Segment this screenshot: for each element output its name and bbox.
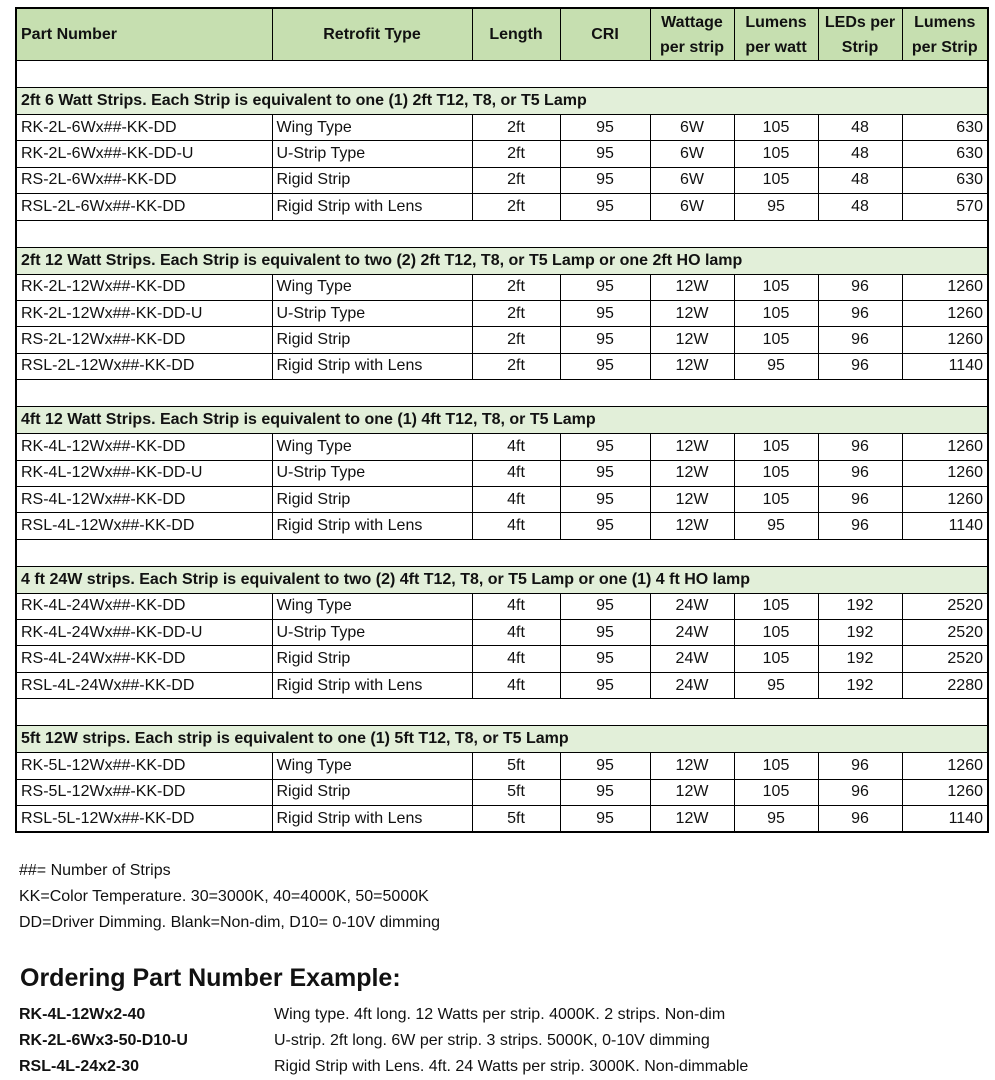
section-title: 2ft 12 Watt Strips. Each Strip is equivalent to two (2) 2ft T12, T8, or T5 Lamp or one 2ft HO lamp: [16, 247, 988, 274]
table-row: [16, 620, 988, 646]
cri-cell: 95: [560, 353, 650, 379]
retrofit-type-cell: Rigid Strip with Lens: [272, 513, 472, 539]
lumens-per-watt-cell: 95: [734, 672, 818, 698]
length-cell: 2ft: [472, 274, 560, 300]
leds-per-strip-cell: 192: [818, 646, 902, 672]
lumens-per-watt-cell: 95: [734, 353, 818, 379]
table-row: [16, 513, 988, 539]
lumens-per-strip-cell: 1260: [902, 327, 988, 353]
examples-list: [19, 1002, 748, 1080]
retrofit-type-cell: Rigid Strip with Lens: [272, 353, 472, 379]
table-row: [16, 779, 988, 805]
length-cell: 4ft: [472, 646, 560, 672]
lumens-per-strip-cell: 2280: [902, 672, 988, 698]
spacer-cell: [16, 220, 988, 247]
leds-per-strip-cell: 192: [818, 620, 902, 646]
lumens-per-watt-cell: 105: [734, 620, 818, 646]
retrofit-type-cell: U-Strip Type: [272, 141, 472, 167]
example-part-number: RK-4L-12Wx2-40: [19, 1006, 146, 1023]
lumens-per-strip-cell: 1260: [902, 300, 988, 326]
lumens-per-strip-cell: 1260: [902, 779, 988, 805]
header-lumens-per-watt: Lumens per watt: [734, 8, 818, 61]
cri-cell: 95: [560, 779, 650, 805]
retrofit-type-cell: Wing Type: [272, 753, 472, 779]
wattage-cell: 12W: [650, 779, 734, 805]
leds-per-strip-cell: 96: [818, 460, 902, 486]
header-leds-per-strip: LEDs per Strip: [818, 8, 902, 61]
cri-cell: 95: [560, 486, 650, 512]
cri-cell: 95: [560, 620, 650, 646]
part-number-cell: RSL-5L-12Wx##-KK-DD: [16, 806, 272, 833]
retrofit-type-cell: Rigid Strip: [272, 646, 472, 672]
wattage-cell: 24W: [650, 593, 734, 619]
wattage-cell: 12W: [650, 300, 734, 326]
lumens-per-strip-cell: 630: [902, 167, 988, 193]
leds-per-strip-cell: 192: [818, 593, 902, 619]
lumens-per-strip-cell: 2520: [902, 593, 988, 619]
cri-cell: 95: [560, 327, 650, 353]
table-row: [16, 167, 988, 193]
cri-cell: 95: [560, 115, 650, 141]
length-cell: 4ft: [472, 434, 560, 460]
spacer-row: [16, 539, 988, 566]
part-number-cell: RK-4L-12Wx##-KK-DD-U: [16, 460, 272, 486]
length-cell: 4ft: [472, 486, 560, 512]
lumens-per-strip-cell: 630: [902, 115, 988, 141]
table-row: [16, 115, 988, 141]
retrofit-type-cell: Wing Type: [272, 434, 472, 460]
section-header-row: [16, 566, 988, 593]
part-number-cell: RK-5L-12Wx##-KK-DD: [16, 753, 272, 779]
table-row: [16, 327, 988, 353]
header-part-number: Part Number: [16, 8, 272, 61]
part-number-cell: RK-2L-12Wx##-KK-DD: [16, 274, 272, 300]
leds-per-strip-cell: 96: [818, 300, 902, 326]
example-description: U-strip. 2ft long. 6W per strip. 3 strips. 5000K, 0-10V dimming: [274, 1032, 710, 1049]
header-retrofit-type: Retrofit Type: [272, 8, 472, 61]
part-number-cell: RK-2L-6Wx##-KK-DD-U: [16, 141, 272, 167]
retrofit-type-cell: U-Strip Type: [272, 620, 472, 646]
length-cell: 4ft: [472, 593, 560, 619]
wattage-cell: 12W: [650, 513, 734, 539]
section-header-row: [16, 407, 988, 434]
cri-cell: 95: [560, 167, 650, 193]
wattage-cell: 6W: [650, 141, 734, 167]
lumens-per-watt-cell: 105: [734, 434, 818, 460]
leds-per-strip-cell: 96: [818, 486, 902, 512]
wattage-cell: 6W: [650, 115, 734, 141]
lumens-per-strip-cell: 1260: [902, 486, 988, 512]
part-number-cell: RS-4L-24Wx##-KK-DD: [16, 646, 272, 672]
retrofit-type-cell: Wing Type: [272, 274, 472, 300]
length-cell: 4ft: [472, 620, 560, 646]
lumens-per-strip-cell: 1140: [902, 513, 988, 539]
cri-cell: 95: [560, 434, 650, 460]
length-cell: 4ft: [472, 513, 560, 539]
spacer-cell: [16, 61, 988, 88]
length-cell: 2ft: [472, 167, 560, 193]
leds-per-strip-cell: 96: [818, 274, 902, 300]
spec-table: [15, 7, 989, 833]
part-number-cell: RSL-2L-6Wx##-KK-DD: [16, 194, 272, 220]
wattage-cell: 12W: [650, 486, 734, 512]
lumens-per-strip-cell: 1260: [902, 434, 988, 460]
part-number-cell: RSL-4L-24Wx##-KK-DD: [16, 672, 272, 698]
table-row: [16, 434, 988, 460]
retrofit-type-cell: Wing Type: [272, 115, 472, 141]
spacer-row: [16, 699, 988, 726]
section-title: 4ft 12 Watt Strips. Each Strip is equivalent to one (1) 4ft T12, T8, or T5 Lamp: [16, 407, 988, 434]
wattage-cell: 12W: [650, 806, 734, 833]
retrofit-type-cell: U-Strip Type: [272, 300, 472, 326]
part-number-cell: RS-2L-6Wx##-KK-DD: [16, 167, 272, 193]
length-cell: 5ft: [472, 753, 560, 779]
wattage-cell: 24W: [650, 620, 734, 646]
header-lumens-per-strip: Lumens per Strip: [902, 8, 988, 61]
lumens-per-watt-cell: 105: [734, 300, 818, 326]
wattage-cell: 12W: [650, 327, 734, 353]
example-row: [19, 1054, 748, 1080]
example-row: [19, 1028, 748, 1054]
retrofit-type-cell: U-Strip Type: [272, 460, 472, 486]
length-cell: 2ft: [472, 115, 560, 141]
part-number-cell: RK-4L-12Wx##-KK-DD: [16, 434, 272, 460]
wattage-cell: 12W: [650, 274, 734, 300]
table-row: [16, 806, 988, 833]
section-header-row: [16, 726, 988, 753]
example-part-number: RSL-4L-24x2-30: [19, 1058, 140, 1075]
length-cell: 2ft: [472, 194, 560, 220]
section-header-row: [16, 247, 988, 274]
lumens-per-strip-cell: 2520: [902, 646, 988, 672]
spacer-row: [16, 380, 988, 407]
table-row: [16, 753, 988, 779]
lumens-per-strip-cell: 1140: [902, 353, 988, 379]
table-row: [16, 646, 988, 672]
cri-cell: 95: [560, 646, 650, 672]
lumens-per-watt-cell: 95: [734, 513, 818, 539]
table-row: [16, 353, 988, 379]
table-row: [16, 593, 988, 619]
retrofit-type-cell: Rigid Strip with Lens: [272, 194, 472, 220]
part-number-cell: RSL-2L-12Wx##-KK-DD: [16, 353, 272, 379]
lumens-per-watt-cell: 105: [734, 460, 818, 486]
leds-per-strip-cell: 96: [818, 806, 902, 833]
wattage-cell: 12W: [650, 460, 734, 486]
wattage-cell: 24W: [650, 672, 734, 698]
table-header: [16, 8, 988, 61]
header-length: Length: [472, 8, 560, 61]
spacer-cell: [16, 380, 988, 407]
spacer-cell: [16, 699, 988, 726]
spacer-row: [16, 220, 988, 247]
lumens-per-watt-cell: 105: [734, 779, 818, 805]
wattage-cell: 24W: [650, 646, 734, 672]
table-row: [16, 672, 988, 698]
table-body: [16, 61, 988, 833]
lumens-per-watt-cell: 105: [734, 141, 818, 167]
lumens-per-strip-cell: 630: [902, 141, 988, 167]
lumens-per-strip-cell: 570: [902, 194, 988, 220]
lumens-per-watt-cell: 105: [734, 327, 818, 353]
lumens-per-watt-cell: 95: [734, 806, 818, 833]
length-cell: 5ft: [472, 806, 560, 833]
header-wattage: Wattage per strip: [650, 8, 734, 61]
lumens-per-strip-cell: 1260: [902, 274, 988, 300]
table-row: [16, 194, 988, 220]
retrofit-type-cell: Rigid Strip: [272, 167, 472, 193]
cri-cell: 95: [560, 806, 650, 833]
cri-cell: 95: [560, 141, 650, 167]
lumens-per-strip-cell: 1140: [902, 806, 988, 833]
part-number-cell: RK-4L-24Wx##-KK-DD-U: [16, 620, 272, 646]
cri-cell: 95: [560, 753, 650, 779]
leds-per-strip-cell: 96: [818, 327, 902, 353]
cri-cell: 95: [560, 194, 650, 220]
section-title: 2ft 6 Watt Strips. Each Strip is equivalent to one (1) 2ft T12, T8, or T5 Lamp: [16, 88, 988, 115]
part-number-cell: RS-5L-12Wx##-KK-DD: [16, 779, 272, 805]
cri-cell: 95: [560, 672, 650, 698]
example-title: Ordering Part Number Example:: [20, 964, 401, 992]
header-cri: CRI: [560, 8, 650, 61]
leds-per-strip-cell: 48: [818, 167, 902, 193]
leds-per-strip-cell: 48: [818, 141, 902, 167]
part-number-cell: RSL-4L-12Wx##-KK-DD: [16, 513, 272, 539]
part-number-cell: RK-2L-6Wx##-KK-DD: [16, 115, 272, 141]
section-title: 5ft 12W strips. Each strip is equivalent to one (1) 5ft T12, T8, or T5 Lamp: [16, 726, 988, 753]
leds-per-strip-cell: 96: [818, 434, 902, 460]
wattage-cell: 6W: [650, 194, 734, 220]
table-row: [16, 141, 988, 167]
cri-cell: 95: [560, 513, 650, 539]
length-cell: 2ft: [472, 141, 560, 167]
length-cell: 2ft: [472, 353, 560, 379]
lumens-per-watt-cell: 105: [734, 115, 818, 141]
lumens-per-watt-cell: 105: [734, 486, 818, 512]
cri-cell: 95: [560, 460, 650, 486]
example-part-number: RK-2L-6Wx3-50-D10-U: [19, 1032, 188, 1049]
length-cell: 4ft: [472, 672, 560, 698]
retrofit-type-cell: Rigid Strip with Lens: [272, 806, 472, 833]
example-description: Rigid Strip with Lens. 4ft. 24 Watts per strip. 3000K. Non-dimmable: [274, 1058, 749, 1075]
wattage-cell: 6W: [650, 167, 734, 193]
retrofit-type-cell: Rigid Strip: [272, 486, 472, 512]
cri-cell: 95: [560, 274, 650, 300]
retrofit-type-cell: Rigid Strip: [272, 779, 472, 805]
leds-per-strip-cell: 192: [818, 672, 902, 698]
lumens-per-strip-cell: 1260: [902, 460, 988, 486]
leds-per-strip-cell: 48: [818, 194, 902, 220]
retrofit-type-cell: Wing Type: [272, 593, 472, 619]
part-number-cell: RS-2L-12Wx##-KK-DD: [16, 327, 272, 353]
length-cell: 2ft: [472, 300, 560, 326]
part-number-cell: RS-4L-12Wx##-KK-DD: [16, 486, 272, 512]
note-color-temp: KK=Color Temperature. 30=3000K, 40=4000K, 50=5000K: [19, 888, 429, 905]
lumens-per-watt-cell: 95: [734, 194, 818, 220]
wattage-cell: 12W: [650, 353, 734, 379]
example-description: Wing type. 4ft long. 12 Watts per strip. 4000K. 2 strips. Non-dim: [274, 1006, 726, 1023]
part-number-cell: RK-4L-24Wx##-KK-DD: [16, 593, 272, 619]
note-strips: ##= Number of Strips: [19, 862, 171, 879]
example-row: [19, 1002, 748, 1028]
section-title: 4 ft 24W strips. Each Strip is equivalent to two (2) 4ft T12, T8, or T5 Lamp or one (1) 4 ft HO lamp: [16, 566, 988, 593]
notes: [19, 858, 440, 936]
part-number-cell: RK-2L-12Wx##-KK-DD-U: [16, 300, 272, 326]
table-row: [16, 486, 988, 512]
length-cell: 2ft: [472, 327, 560, 353]
lumens-per-watt-cell: 105: [734, 646, 818, 672]
wattage-cell: 12W: [650, 434, 734, 460]
spacer-row: [16, 61, 988, 88]
leds-per-strip-cell: 48: [818, 115, 902, 141]
leds-per-strip-cell: 96: [818, 513, 902, 539]
section-header-row: [16, 88, 988, 115]
length-cell: 5ft: [472, 779, 560, 805]
length-cell: 4ft: [472, 460, 560, 486]
lumens-per-watt-cell: 105: [734, 593, 818, 619]
lumens-per-watt-cell: 105: [734, 167, 818, 193]
table-row: [16, 300, 988, 326]
lumens-per-watt-cell: 105: [734, 274, 818, 300]
retrofit-type-cell: Rigid Strip: [272, 327, 472, 353]
leds-per-strip-cell: 96: [818, 779, 902, 805]
lumens-per-watt-cell: 105: [734, 753, 818, 779]
spacer-cell: [16, 539, 988, 566]
lumens-per-strip-cell: 1260: [902, 753, 988, 779]
retrofit-type-cell: Rigid Strip with Lens: [272, 672, 472, 698]
cri-cell: 95: [560, 300, 650, 326]
leds-per-strip-cell: 96: [818, 753, 902, 779]
table-row: [16, 274, 988, 300]
cri-cell: 95: [560, 593, 650, 619]
wattage-cell: 12W: [650, 753, 734, 779]
table-row: [16, 460, 988, 486]
leds-per-strip-cell: 96: [818, 353, 902, 379]
note-dimming: DD=Driver Dimming. Blank=Non-dim, D10= 0-10V dimming: [19, 914, 441, 931]
lumens-per-strip-cell: 2520: [902, 620, 988, 646]
